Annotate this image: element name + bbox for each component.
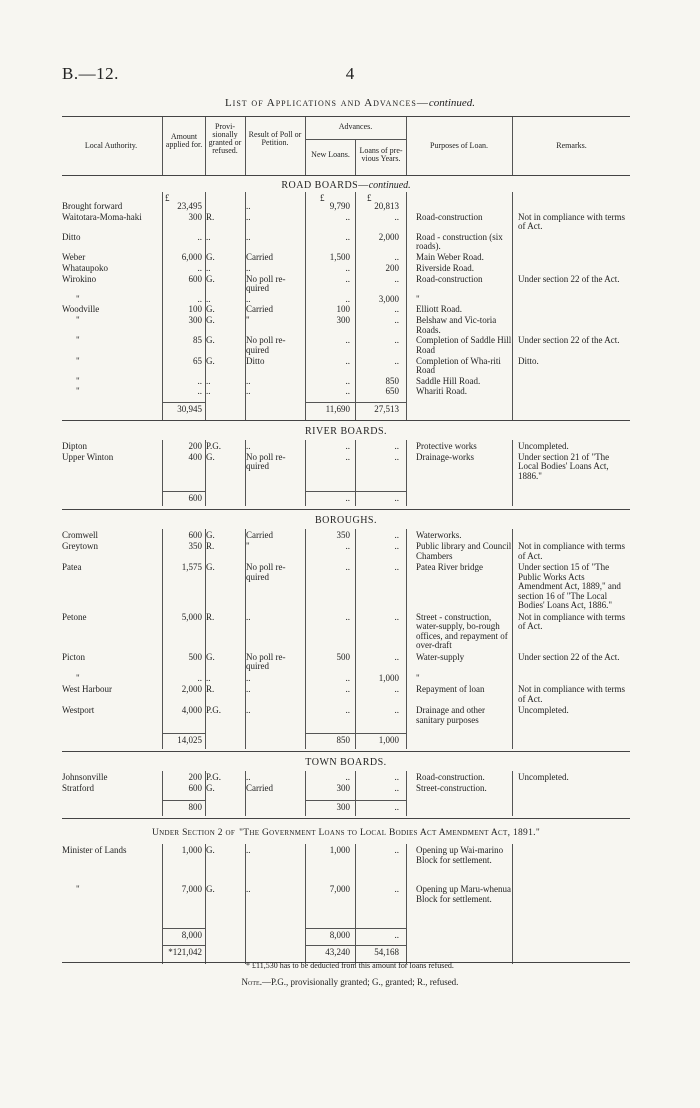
- local-authority-cell: ": [76, 375, 80, 386]
- result-cell: ..: [246, 211, 251, 222]
- amount-cell: 500: [188, 651, 202, 662]
- provisionally-cell: G.: [206, 315, 215, 326]
- col-new-loans: New Loans.: [311, 150, 350, 159]
- purpose-cell: Patea River bridge: [416, 562, 483, 572]
- prev-loans-cell: 3,000: [378, 293, 399, 304]
- local-authority-cell: Petone: [62, 611, 87, 622]
- result-cell: ..: [246, 201, 251, 211]
- new-loans-cell: 300: [336, 782, 350, 793]
- note-label: Note.: [241, 977, 262, 987]
- total-amount: 8,000: [181, 930, 202, 941]
- prev-loans-cell: ..: [394, 651, 399, 662]
- new-loans-cell: ..: [345, 231, 350, 242]
- total-prev-loans: ..: [394, 802, 399, 813]
- section-title-cont: continued.: [368, 180, 411, 191]
- local-authority-cell: Waitotara-Moma-haki: [62, 211, 142, 222]
- total-new-loans: 300: [336, 802, 350, 813]
- boroughs-row: [62, 706, 630, 727]
- purpose-cell: Completion of Wha-riti Road: [416, 355, 501, 375]
- purpose-cell: Drainage-works: [416, 451, 474, 462]
- provisionally-cell: R.: [206, 541, 215, 551]
- prev-loans-cell: ..: [394, 705, 399, 715]
- local-authority-cell: ": [76, 884, 80, 895]
- abbreviation-note: [0, 977, 700, 987]
- amount-cell: 600: [188, 529, 202, 540]
- provisionally-cell: G.: [206, 252, 215, 263]
- title-continued: continued.: [428, 97, 476, 109]
- total-prev-loans: ..: [394, 492, 399, 503]
- road_boards-row: [62, 233, 630, 253]
- town_boards-row: [62, 784, 630, 795]
- remarks-cell: Under section 22 of the Act.: [518, 335, 620, 346]
- prev-loans-cell: 20,813: [374, 201, 399, 211]
- section2-row: [62, 846, 630, 885]
- new-loans-cell: 7,000: [329, 884, 350, 895]
- local-authority-cell: ": [76, 293, 80, 304]
- total-new-loans: 43,240: [325, 947, 350, 958]
- new-loans-cell: ..: [345, 541, 350, 551]
- table-body: [62, 174, 630, 964]
- provisionally-cell: P.G.: [206, 705, 222, 715]
- purpose-cell: Road-construction: [416, 211, 483, 222]
- new-loans-cell: ..: [345, 293, 350, 304]
- local-authority-cell: Cromwell: [62, 529, 98, 540]
- local-authority-cell: Weber: [62, 252, 86, 263]
- provisionally-cell: ..: [206, 386, 211, 397]
- purpose-cell: Drainage and other sanitary purposes: [416, 705, 485, 725]
- currency-symbol: £: [367, 193, 372, 203]
- result-cell: Carried: [246, 252, 273, 263]
- result-cell: ..: [246, 262, 251, 273]
- amount-cell: 85: [193, 335, 202, 346]
- result-cell: Carried: [246, 529, 273, 540]
- prev-loans-cell: ..: [394, 335, 399, 346]
- amount-cell: 300: [188, 211, 202, 222]
- section-title-text: ROAD BOARDS—: [281, 180, 369, 191]
- amount-cell: 1,000: [181, 845, 202, 856]
- total-new-loans: 850: [336, 735, 350, 745]
- purpose-cell: Public library and Council Chambers: [416, 541, 512, 561]
- boroughs-row: [62, 613, 630, 653]
- new-loans-cell: ..: [345, 211, 350, 222]
- amount-cell: ..: [197, 672, 202, 683]
- total-prev-loans: 27,513: [374, 404, 399, 415]
- table-header: [62, 116, 630, 176]
- purpose-cell: ": [416, 672, 420, 683]
- purpose-cell: Street - construction, water-supply, bo-rough offices, and repayment of over-draft: [416, 611, 508, 650]
- local-authority-cell: Woodville: [62, 304, 100, 315]
- prev-loans-cell: ..: [394, 684, 399, 694]
- result-cell: ": [246, 541, 250, 551]
- remarks-cell: Under section 22 of the Act.: [518, 273, 620, 284]
- prev-loans-cell: ..: [394, 441, 399, 452]
- result-cell: Carried: [246, 782, 273, 793]
- amount-cell: 200: [188, 772, 202, 782]
- prev-loans-cell: ..: [394, 529, 399, 540]
- purpose-cell: Waterworks.: [416, 529, 462, 540]
- prev-loans-cell: ..: [394, 273, 399, 284]
- purpose-cell: Saddle Hill Road.: [416, 375, 481, 386]
- provisionally-cell: R.: [206, 211, 215, 222]
- amount-cell: 23,495: [177, 201, 202, 211]
- purpose-cell: Main Weber Road.: [416, 252, 484, 263]
- remarks-cell: Under section 21 of "The Local Bodies' Loans Act, 1886.": [518, 451, 610, 481]
- local-authority-cell: West Harbour: [62, 684, 113, 694]
- result-cell: ": [246, 315, 250, 326]
- provisionally-cell: G.: [206, 451, 215, 462]
- remarks-cell: Not in compliance with terms of Act.: [518, 211, 625, 232]
- section-title-boroughs: BOROUGHS.: [314, 514, 377, 526]
- purpose-cell: Repayment of loan: [416, 684, 485, 694]
- local-authority-cell: Stratford: [62, 782, 94, 793]
- amount-cell: 5,000: [181, 611, 202, 622]
- col-local-authority: Local Authority.: [84, 141, 138, 150]
- result-cell: ..: [246, 231, 251, 242]
- amount-cell: ..: [197, 293, 202, 304]
- remarks-cell: Uncompleted.: [518, 441, 569, 452]
- col-provisionally: Provi-sionally granted or refused.: [208, 122, 242, 155]
- amount-cell: 350: [188, 541, 202, 551]
- total-amount: 14,025: [177, 735, 202, 745]
- prev-loans-cell: ..: [394, 451, 399, 462]
- local-authority-cell: Dipton: [62, 441, 88, 452]
- prev-loans-cell: 1,000: [378, 672, 399, 683]
- remarks-cell: Not in compliance with terms of Act.: [518, 541, 625, 561]
- provisionally-cell: ..: [206, 672, 211, 683]
- prev-loans-cell: ..: [394, 772, 399, 782]
- road_boards-row: [62, 275, 630, 295]
- footnote: * £11,530 has to be deducted from this amount for loans refused.: [246, 961, 454, 970]
- purpose-cell: ": [416, 293, 420, 304]
- new-loans-cell: 350: [336, 529, 350, 540]
- amount-cell: ..: [197, 262, 202, 273]
- result-cell: No poll re-quired: [246, 335, 286, 355]
- road_boards-row: [62, 316, 630, 336]
- result-cell: Carried: [246, 304, 273, 315]
- new-loans-cell: 9,790: [329, 201, 350, 211]
- provisionally-cell: G.: [206, 304, 215, 315]
- new-loans-cell: ..: [345, 273, 350, 284]
- result-cell: ..: [246, 884, 251, 895]
- local-authority-cell: Brought forward: [62, 201, 123, 211]
- local-authority-cell: Picton: [62, 651, 86, 662]
- provisionally-cell: ..: [206, 375, 211, 386]
- remarks-cell: Under section 22 of the Act.: [518, 651, 620, 662]
- new-loans-cell: 1,000: [329, 845, 350, 856]
- local-authority-cell: Minister of Lands: [62, 845, 127, 856]
- provisionally-cell: G.: [206, 845, 215, 856]
- col-remarks: Remarks.: [556, 141, 587, 150]
- provisionally-cell: G.: [206, 335, 215, 346]
- purpose-cell: Street-construction.: [416, 782, 487, 793]
- total-new-loans: 11,690: [325, 404, 350, 415]
- amount-cell: 4,000: [181, 705, 202, 715]
- purpose-cell: Completion of Saddle Hill Road: [416, 335, 512, 355]
- local-authority-cell: Westport: [62, 705, 95, 715]
- new-loans-cell: ..: [345, 611, 350, 622]
- title-text: List of Applications and Advances—: [224, 97, 429, 109]
- new-loans-cell: 100: [336, 304, 350, 315]
- local-authority-cell: ": [76, 355, 80, 366]
- new-loans-cell: ..: [345, 375, 350, 386]
- amount-cell: 2,000: [181, 684, 202, 694]
- boroughs-row: [62, 685, 630, 706]
- new-loans-cell: ..: [345, 355, 350, 366]
- provisionally-cell: G.: [206, 651, 215, 662]
- local-authority-cell: ": [76, 315, 80, 326]
- new-loans-cell: 300: [336, 315, 350, 326]
- prev-loans-cell: 200: [385, 262, 399, 273]
- total-prev-loans: 1,000: [378, 735, 399, 745]
- page-number: 4: [345, 64, 355, 83]
- new-loans-cell: ..: [345, 441, 350, 452]
- section-title-government-loans: [62, 828, 630, 838]
- provisionally-cell: ..: [206, 231, 211, 242]
- prev-loans-cell: ..: [394, 252, 399, 263]
- total-amount: 800: [188, 802, 202, 813]
- purpose-cell: Whariti Road.: [416, 386, 467, 397]
- applications-table: [62, 116, 630, 176]
- provisionally-cell: G.: [206, 355, 215, 366]
- local-authority-cell: Ditto: [62, 231, 81, 242]
- total-new-loans: ..: [345, 492, 350, 503]
- provisionally-cell: ..: [206, 293, 211, 304]
- note-text: —P.G., provisionally granted; G., granted; R., refused.: [261, 977, 459, 987]
- amount-cell: 65: [193, 355, 202, 366]
- prev-loans-cell: ..: [394, 611, 399, 622]
- result-cell: ..: [246, 441, 251, 452]
- purpose-cell: Belshaw and Vic-toria Roads.: [416, 315, 497, 335]
- result-cell: No poll re-quired: [246, 451, 286, 472]
- amount-cell: 1,575: [181, 562, 202, 572]
- provisionally-cell: G.: [206, 782, 215, 793]
- col-amount-applied: Amount applied for.: [165, 132, 203, 149]
- boroughs-row: [62, 542, 630, 563]
- local-authority-cell: Wirokino: [62, 273, 97, 284]
- result-cell: ..: [246, 672, 251, 683]
- total-new-loans: 8,000: [329, 930, 350, 941]
- section2-row: [62, 885, 630, 924]
- local-authority-cell: Whataupoko: [62, 262, 108, 273]
- remarks-cell: Uncompleted.: [518, 772, 569, 782]
- section-title-river-boards: RIVER BOARDS.: [304, 426, 388, 438]
- road_boards-row: [62, 213, 630, 233]
- provisionally-cell: P.G.: [206, 441, 222, 452]
- amount-cell: 6,000: [181, 252, 202, 263]
- amount-cell: 7,000: [181, 884, 202, 895]
- currency-symbol: £: [165, 193, 170, 203]
- document-title: [0, 97, 700, 109]
- result-cell: ..: [246, 375, 251, 386]
- purpose-cell: Elliott Road.: [416, 304, 462, 315]
- new-loans-cell: ..: [345, 705, 350, 715]
- result-cell: ..: [246, 386, 251, 397]
- amount-cell: ..: [197, 386, 202, 397]
- new-loans-cell: ..: [345, 262, 350, 273]
- col-advances: Advances.: [338, 122, 373, 131]
- section-title-town-boards: TOWN BOARDS.: [305, 757, 387, 768]
- section-title-pre: Under Section 2 of: [151, 828, 236, 839]
- result-cell: No poll re-quired: [246, 273, 286, 293]
- remarks-cell: Not in compliance with terms of Act.: [518, 611, 625, 631]
- local-authority-cell: ": [76, 672, 80, 683]
- new-loans-cell: ..: [345, 386, 350, 397]
- provisionally-cell: G.: [206, 273, 215, 284]
- new-loans-cell: ..: [345, 684, 350, 694]
- prev-loans-cell: ..: [394, 541, 399, 551]
- result-cell: ..: [246, 845, 251, 856]
- remarks-cell: Not in compliance with terms of Act.: [518, 684, 625, 704]
- result-cell: No poll re-quired: [246, 651, 286, 671]
- prev-loans-cell: ..: [394, 562, 399, 572]
- provisionally-cell: P.G.: [206, 772, 222, 782]
- prev-loans-cell: ..: [394, 315, 399, 326]
- local-authority-cell: Greytown: [62, 541, 98, 551]
- prev-loans-cell: 850: [385, 375, 399, 386]
- new-loans-cell: ..: [345, 772, 350, 782]
- page-ref: B.—12.: [62, 64, 119, 83]
- road_boards-row: [62, 336, 630, 356]
- total-prev-loans: ..: [394, 930, 399, 941]
- purpose-cell: Riverside Road.: [416, 262, 474, 273]
- new-loans-cell: ..: [345, 451, 350, 462]
- boroughs-row: [62, 563, 630, 613]
- currency-symbol: £: [320, 193, 325, 203]
- local-authority-cell: ": [76, 335, 80, 346]
- amount-cell: 200: [188, 441, 202, 452]
- amount-cell: 100: [188, 304, 202, 315]
- result-cell: ..: [246, 293, 251, 304]
- local-authority-cell: ": [76, 386, 80, 397]
- amount-cell: ..: [197, 231, 202, 242]
- road_boards-row: [62, 387, 630, 398]
- river_boards-row: [62, 453, 630, 483]
- purpose-cell: Road - construction (six roads).: [416, 231, 503, 252]
- new-loans-cell: ..: [345, 562, 350, 572]
- result-cell: ..: [246, 705, 251, 715]
- result-cell: No poll re-quired: [246, 562, 286, 582]
- prev-loans-cell: 2,000: [378, 231, 399, 242]
- result-cell: ..: [246, 684, 251, 694]
- remarks-cell: Uncompleted.: [518, 705, 569, 715]
- total-prev-loans: 54,168: [374, 947, 399, 958]
- local-authority-cell: Johnsonville: [62, 772, 108, 782]
- road_boards-row: [62, 264, 630, 275]
- provisionally-cell: R.: [206, 611, 215, 622]
- prev-loans-cell: ..: [394, 355, 399, 366]
- total-amount: *121,042: [168, 947, 202, 958]
- result-cell: Ditto: [246, 355, 265, 366]
- prev-loans-cell: 650: [385, 386, 399, 397]
- new-loans-cell: 1,500: [329, 252, 350, 263]
- new-loans-cell: ..: [345, 672, 350, 683]
- col-result-poll: Result of Poll or Petition.: [248, 130, 302, 147]
- boroughs-row: [62, 653, 630, 674]
- provisionally-cell: R.: [206, 684, 215, 694]
- purpose-cell: Protective works: [416, 441, 477, 452]
- local-authority-cell: Patea: [62, 562, 82, 572]
- provisionally-cell: ..: [206, 262, 211, 273]
- provisionally-cell: G.: [206, 529, 215, 540]
- col-purposes: Purposes of Loan.: [430, 141, 488, 150]
- provisionally-cell: G.: [206, 884, 215, 895]
- amount-cell: 600: [188, 273, 202, 284]
- remarks-cell: Under section 15 of "The Public Works Acts Amendment Act, 1889," and section 16 of "The Local Bodies' Loans Act, 1886.": [518, 562, 621, 610]
- col-prev-loans: Loans of pre-vious Years.: [359, 146, 403, 163]
- purpose-cell: Water-supply: [416, 651, 465, 662]
- purpose-cell: Road-construction.: [416, 772, 485, 782]
- result-cell: ..: [246, 611, 251, 622]
- local-authority-cell: Upper Winton: [62, 451, 114, 462]
- purpose-cell: Opening up Maru-whenua Block for settlement.: [416, 884, 511, 904]
- prev-loans-cell: ..: [394, 884, 399, 895]
- prev-loans-cell: ..: [394, 304, 399, 315]
- new-loans-cell: ..: [345, 335, 350, 346]
- section-title-road-boards: [62, 180, 630, 191]
- purpose-cell: Opening up Wai-marino Block for settlement.: [416, 845, 504, 865]
- amount-cell: 600: [188, 782, 202, 793]
- result-cell: ..: [246, 772, 251, 782]
- amount-cell: 400: [188, 451, 202, 462]
- total-amount: 600: [188, 492, 202, 503]
- amount-cell: 300: [188, 315, 202, 326]
- purpose-cell: Road-construction: [416, 273, 483, 284]
- new-loans-cell: 500: [336, 651, 350, 662]
- provisionally-cell: G.: [206, 562, 215, 572]
- total-amount: 30,945: [177, 404, 202, 415]
- prev-loans-cell: ..: [394, 211, 399, 222]
- remarks-cell: Ditto.: [518, 355, 539, 366]
- section-title-main: "The Government Loans to Local Bodies Act Amendment Act, 1891.": [239, 828, 541, 839]
- road_boards-row: [62, 357, 630, 377]
- prev-loans-cell: ..: [394, 845, 399, 856]
- amount-cell: ..: [197, 375, 202, 386]
- prev-loans-cell: ..: [394, 782, 399, 793]
